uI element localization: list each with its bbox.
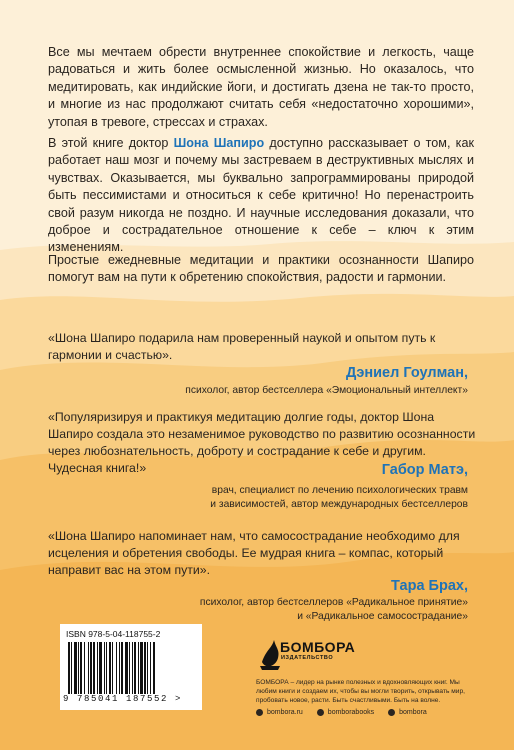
publisher-name: БОМБОРА [280, 639, 356, 655]
intro-paragraph-1: Все мы мечтаем обрести внутреннее спокойствие и легкость, чаще радоваться и жить более осмысленной жизнью. Но оказалось, что медитировать, как индийские йоги, и достигать дзена не так-то просто, и многие из нас продолжают считать себя «недостаточно хорошими», утопая в тревоге, стрессах и страхах. [48, 45, 474, 129]
publisher-subtitle: ИЗДАТЕЛЬСТВО [281, 655, 334, 661]
barcode-bars [68, 642, 194, 694]
isbn-number: ISBN 978-5-04-118755-2 [66, 629, 161, 639]
social-instagram: bombora [399, 709, 427, 716]
quote-text-3: «Шона Шапиро напоминает нам, что самосострадание необходимо для исцеления и обретения свободы. Ее мудрая книга – компас, который направит вас на этом пути». [48, 529, 460, 577]
publisher-tagline: БОМБОРА – лидер на рынке полезных и вдохновляющих книг. Мы любим книги и создаем их, чтобы вы могли творить, открывать мир, пробовать новое, расти. Быть счастливыми. Быть на волне. [256, 679, 465, 704]
quote-role-1: психолог, автор бестселлера «Эмоциональный интеллект» [185, 385, 468, 396]
quote-role-2-line-2: и зависимостей, автор международных бестселлеров [210, 499, 468, 510]
intro-paragraph-2-end: доступно рассказывает о том, как работает наш мозг и почему мы застреваем в деструктивных мыслях и чувствах. Оказывается, мы буквально запрограммированы природой быть пессимистами и относиться к себе критично! Но перенастроить свой разум никогда не поздно. И научные исследования доказали, что доброе и сострадательное отношение к себе – ключ к этим изменениям. [48, 136, 474, 255]
quote-role-2-line-1: врач, специалист по лечению психологических травм [211, 485, 468, 496]
globe-icon [256, 709, 263, 716]
quote-text-1: «Шона Шапиро подарила нам проверенный наукой и опытом путь к гармонии и счастью». [48, 331, 436, 362]
social-site: bombora.ru [267, 709, 303, 716]
quote-author-1: Дэниел Гоулман, [346, 365, 468, 381]
vk-icon [317, 709, 324, 716]
quote-author-2: Габор Матэ, [381, 462, 468, 478]
quote-role-3-line-1: психолог, автор бестселлеров «Радикальное принятие» [199, 597, 468, 608]
social-vk: bomborabooks [327, 709, 375, 716]
intro-paragraph-3: Простые ежедневные медитации и практики осознанности Шапиро помогут вам на пути к обретению спокойствия, радости и гармонии. [48, 253, 474, 285]
publisher-socials [256, 709, 486, 716]
author-name-highlight: Шона Шапиро [173, 136, 265, 150]
quote-text-2: «Популяризируя и практикуя медитацию долгие годы, доктор Шона Шапиро создала это незаменимое руководство по развитию осознанности через любознательность, доброту и сострадание к себе и другим. Чудесная книга!» [48, 410, 476, 475]
barcode-digits: 9 785041 187552 > [63, 694, 183, 704]
intro-paragraph-2-start: В этой книге доктор [48, 136, 174, 150]
isbn-barcode [60, 624, 202, 710]
quote-role-3-line-2: и «Радикальное самосострадание» [297, 611, 468, 622]
quote-author-3: Тара Брах, [391, 578, 468, 594]
intro-paragraph-2 [48, 135, 474, 257]
instagram-icon [388, 709, 395, 716]
